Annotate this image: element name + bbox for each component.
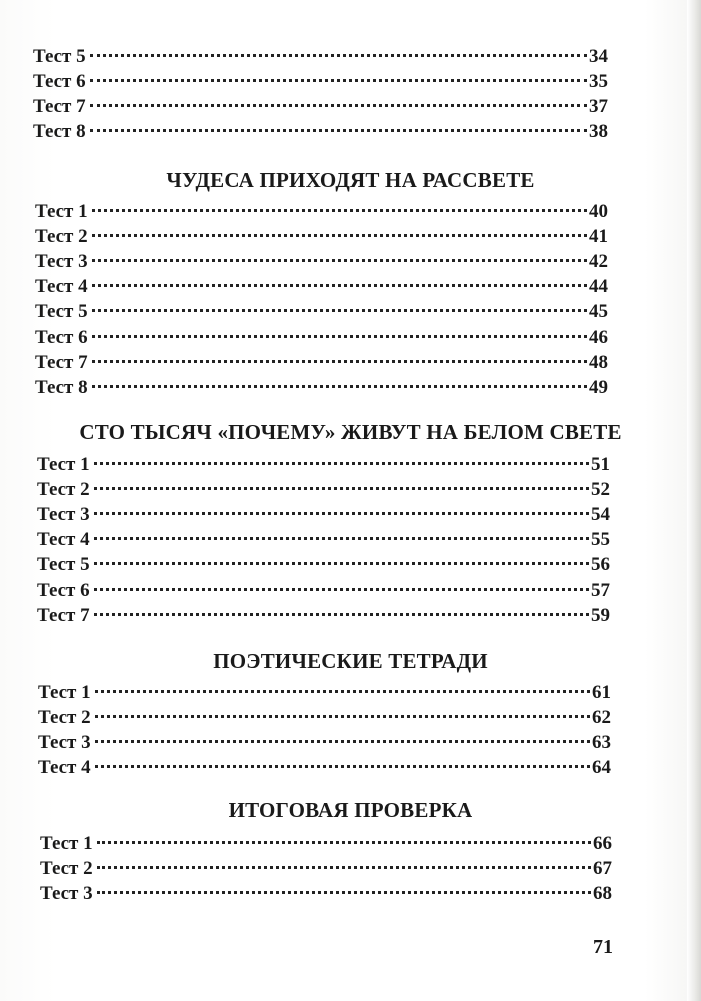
toc-entry: [37, 605, 610, 631]
toc-entry-label: Тест 2: [35, 226, 88, 248]
toc-entry: [37, 580, 610, 606]
toc-entry: [35, 301, 608, 327]
toc-entry-label: Тест 1: [35, 201, 88, 222]
toc-entry-label: Тест 8: [35, 376, 88, 398]
toc-entry: [37, 479, 610, 505]
toc-entry-page: 38: [589, 121, 608, 142]
toc-entry-page: 59: [591, 604, 610, 626]
dot-leader: [94, 562, 589, 565]
toc-entry-label: Тест 3: [40, 883, 93, 904]
toc-entry: [38, 682, 611, 708]
toc-entry: [40, 858, 612, 884]
toc-entry-label: Тест 2: [40, 858, 93, 879]
toc-entry-page: 41: [589, 226, 608, 248]
toc-entry: [40, 833, 612, 859]
toc-entry: [35, 201, 608, 227]
toc-entry-label: Тест 6: [35, 326, 88, 348]
toc-entry: [35, 251, 608, 277]
toc-entry: [33, 121, 608, 147]
dot-leader: [90, 54, 587, 57]
dot-leader: [92, 209, 587, 212]
toc-entry-page: 64: [592, 757, 611, 778]
toc-entry: [33, 46, 608, 72]
toc-entry: [37, 554, 610, 580]
page-edge-shadow: [687, 0, 701, 1001]
dot-leader: [94, 487, 589, 490]
dot-leader: [97, 891, 591, 894]
toc-entry-page: 55: [591, 529, 610, 551]
toc-entry: [33, 71, 608, 97]
toc-entry-page: 51: [591, 454, 610, 475]
dot-leader: [95, 690, 590, 693]
dot-leader: [92, 309, 587, 312]
toc-entry-page: 44: [589, 276, 608, 298]
toc-entry-label: Тест 4: [35, 276, 88, 298]
dot-leader: [94, 537, 589, 540]
toc-entry-label: Тест 3: [35, 251, 88, 273]
toc-entry: [35, 276, 608, 302]
toc-entry-page: 62: [592, 707, 611, 728]
dot-leader: [95, 765, 590, 768]
toc-entry-page: 56: [591, 554, 610, 576]
dot-leader: [92, 284, 587, 287]
toc-entry: [37, 454, 610, 480]
toc-entry-label: Тест 4: [38, 757, 91, 778]
toc-entry-page: 63: [592, 732, 611, 753]
toc-entry: [35, 327, 608, 353]
section-heading: ИТОГОВАЯ ПРОВЕРКА: [228, 798, 473, 822]
section-heading: ПОЭТИЧЕСКИЕ ТЕТРАДИ: [213, 649, 488, 673]
dot-leader: [95, 740, 590, 743]
toc-entry-label: Тест 8: [33, 121, 86, 142]
dot-leader: [97, 841, 591, 844]
page-number: 71: [593, 936, 613, 958]
dot-leader: [95, 715, 590, 718]
toc-entry: [37, 504, 610, 530]
toc-entry-label: Тест 5: [37, 554, 90, 576]
toc-entry-label: Тест 6: [37, 579, 90, 601]
toc-entry-label: Тест 4: [37, 529, 90, 551]
toc-entry-page: 54: [591, 504, 610, 526]
toc-entry-label: Тест 2: [38, 707, 91, 728]
toc-entry-page: 35: [589, 71, 608, 92]
toc-entry-label: Тест 3: [38, 732, 91, 753]
section-heading: ЧУДЕСА ПРИХОДЯТ НА РАССВЕТЕ: [166, 168, 535, 192]
toc-entry-label: Тест 7: [35, 351, 88, 373]
toc-entry-label: Тест 1: [40, 833, 93, 854]
toc-entry-page: 61: [592, 682, 611, 703]
toc-entry-label: Тест 2: [37, 479, 90, 501]
toc-entry-label: Тест 6: [33, 71, 86, 92]
dot-leader: [92, 259, 587, 262]
toc-entry-label: Тест 1: [37, 454, 90, 475]
dot-leader: [94, 462, 589, 465]
section-heading: СТО ТЫСЯЧ «ПОЧЕМУ» ЖИВУТ НА БЕЛОМ СВЕТЕ: [79, 420, 622, 444]
toc-entry-page: 49: [589, 376, 608, 398]
toc-entry-page: 45: [589, 301, 608, 323]
toc-entry-page: 40: [589, 201, 608, 222]
toc-entry: [35, 377, 608, 403]
toc-entry-label: Тест 7: [37, 604, 90, 626]
dot-leader: [92, 385, 587, 388]
toc-entry-page: 67: [593, 858, 612, 879]
toc-entry: [33, 96, 608, 122]
toc-entry-page: 37: [589, 96, 608, 117]
toc-entry: [38, 707, 611, 733]
toc-entry-page: 57: [591, 579, 610, 601]
toc-entry-page: 52: [591, 479, 610, 501]
toc-entry-page: 34: [589, 46, 608, 67]
toc-entry: [38, 757, 611, 783]
toc-entry-label: Тест 7: [33, 96, 86, 117]
toc-entry-page: 48: [589, 351, 608, 373]
dot-leader: [94, 588, 589, 591]
toc-entry-page: 68: [593, 883, 612, 904]
dot-leader: [94, 512, 589, 515]
toc-entry: [37, 529, 610, 555]
toc-entry-label: Тест 3: [37, 504, 90, 526]
dot-leader: [97, 866, 591, 869]
toc-entry: [35, 226, 608, 252]
toc-entry: [40, 883, 612, 909]
toc-entry: [38, 732, 611, 758]
dot-leader: [92, 335, 587, 338]
toc-entry-label: Тест 5: [35, 301, 88, 323]
dot-leader: [90, 79, 587, 82]
dot-leader: [90, 104, 587, 107]
dot-leader: [92, 360, 587, 363]
dot-leader: [92, 234, 587, 237]
dot-leader: [94, 613, 589, 616]
toc-entry-page: 42: [589, 251, 608, 273]
dot-leader: [90, 129, 587, 132]
toc-entry-page: 46: [589, 326, 608, 348]
toc-entry-label: Тест 1: [38, 682, 91, 703]
toc-entry-label: Тест 5: [33, 46, 86, 67]
toc-entry-page: 66: [593, 833, 612, 854]
toc-entry: [35, 352, 608, 378]
